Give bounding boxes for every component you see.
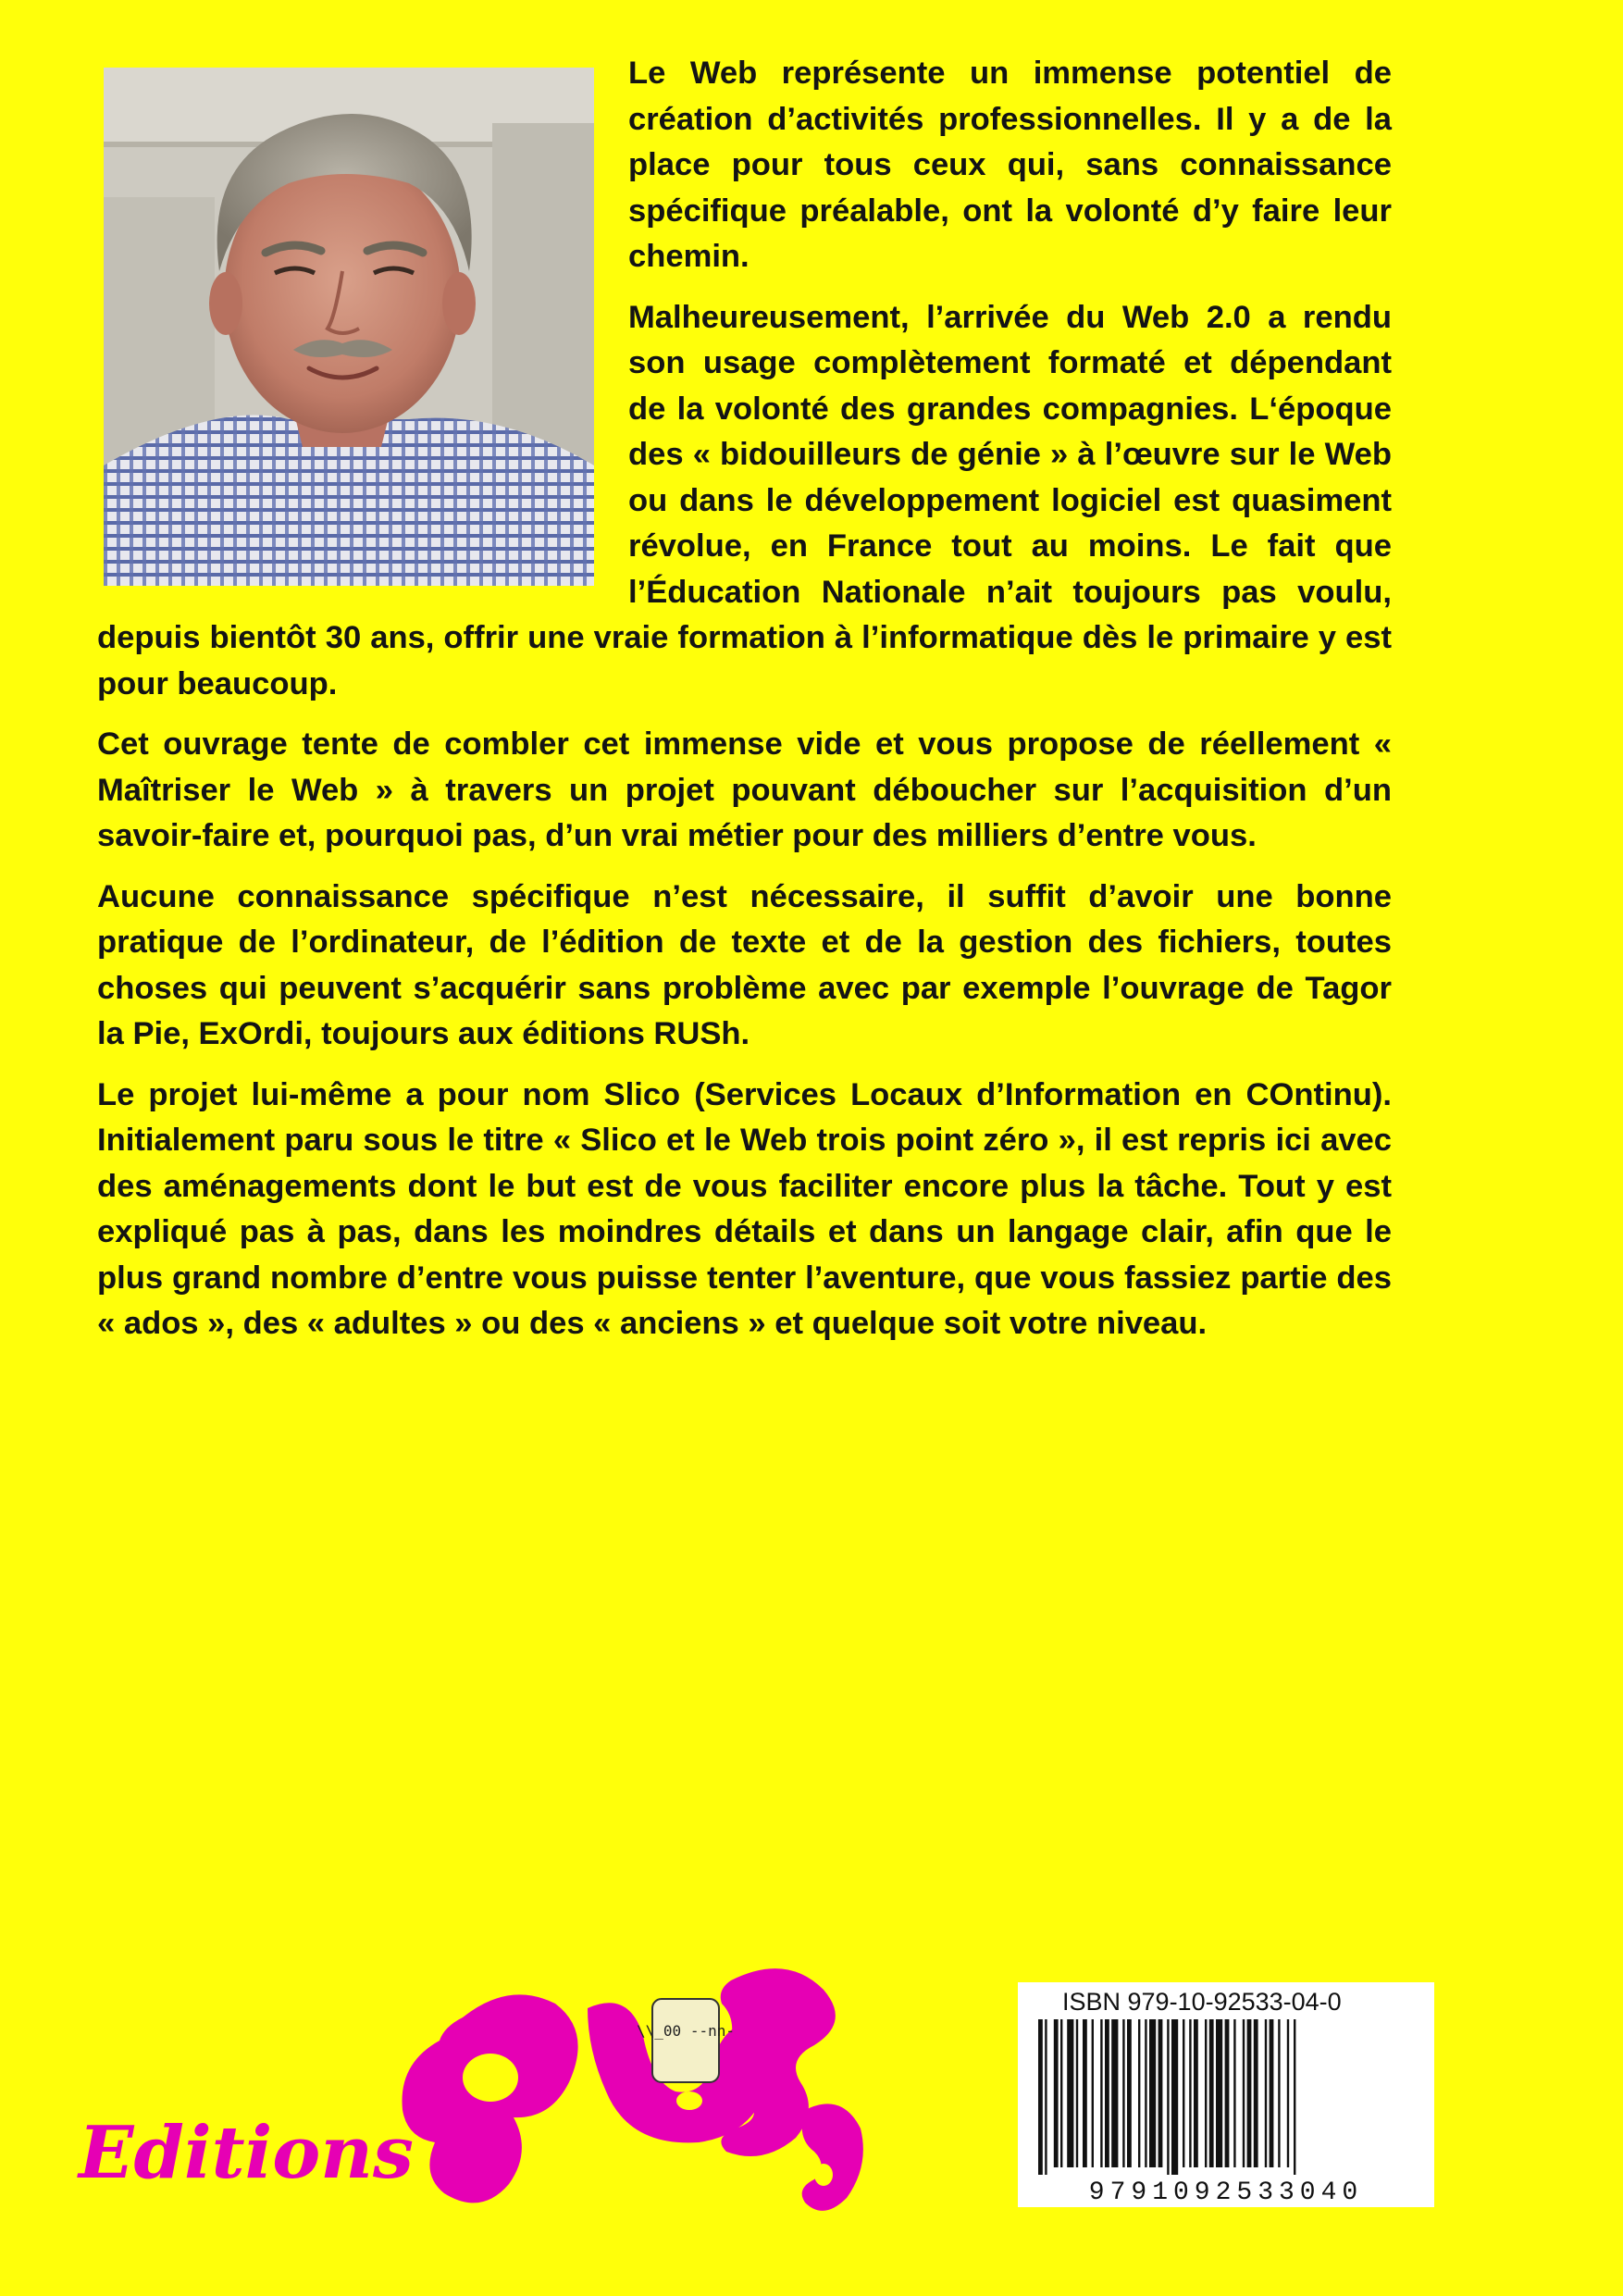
isbn-label: ISBN 979-10-92533-04-0: [1062, 1988, 1342, 2016]
paragraph: Aucune connaissance spécifique n’est nécessaire, il suffit d’avoir une bonne pratique de l’ordinateur, de l’édition de texte et de la gestion des fichiers, toutes choses qui peuvent s’acquérir sans problème avec par exemple l’ouvrage de Tagor la Pie, ExOrdi, toujours aux éditions RUSh.: [97, 878, 1392, 1051]
barcode-bar: [1149, 2019, 1156, 2167]
barcode-bar: [1205, 2019, 1207, 2167]
barcode-bar: [1060, 2019, 1062, 2167]
barcode-bar: [1247, 2019, 1252, 2167]
barcode-bar: [1270, 2019, 1274, 2167]
barcode-bar: [1216, 2019, 1222, 2167]
barcode-bar: [1225, 2019, 1230, 2167]
barcode-bar: [1209, 2019, 1214, 2167]
isbn-barcode: [1018, 1982, 1434, 2207]
publisher-label: Editions: [79, 2111, 414, 2195]
barcode-bar: [1092, 2019, 1094, 2167]
paragraph: Malheureusement, l’arrivée du Web 2.0 a rendu son usage complètement formaté et dépendant de la volonté des grandes compagnies. L‘époque des « bidouilleurs de génie » à l’œuvre sur le Web ou dans le développement logiciel est quasiment révolue, en France tout au moins. Le fait que l’Éducation Nationale n’ait toujours pas voulu, depuis bientôt 30 ans, offrir une vraie formation à l’informatique dès le primaire y est pour beaucoup.: [97, 299, 1392, 701]
publisher-logo: [74, 1953, 870, 2230]
barcode-bar: [1067, 2019, 1073, 2167]
barcode-bar: [1189, 2019, 1191, 2167]
barcode-bar: [1138, 2019, 1140, 2167]
barcode-bar: [1167, 2019, 1169, 2175]
barcode-bar: [1100, 2019, 1102, 2167]
barcode-bar: [1254, 2019, 1258, 2167]
photo-spacer: [97, 51, 628, 597]
barcode-bar: [1076, 2019, 1078, 2167]
barcode-bar: [1278, 2019, 1280, 2167]
barcode-bar: [1038, 2019, 1043, 2175]
barcode-bar: [1122, 2019, 1124, 2167]
barcode-bar: [1105, 2019, 1109, 2167]
barcode-bar: [1294, 2019, 1295, 2175]
barcode-bar: [1045, 2019, 1047, 2175]
barcode-bar: [1145, 2019, 1146, 2167]
barcode-bar: [1183, 2019, 1184, 2167]
barcode-bar: [1265, 2019, 1267, 2167]
barcode-bar: [1171, 2019, 1178, 2175]
mascot-marks: \\_00 --nn-: [637, 2022, 735, 2040]
barcode-bar: [1127, 2019, 1132, 2167]
paragraph: Cet ouvrage tente de combler cet immense vide et vous propose de réellement « Maîtriser le Web » à travers un projet pouvant déboucher sur l’acquisition d’un savoir-faire et, pourquoi pas, d’un vrai métier pour des milliers d’entre vous.: [97, 726, 1392, 853]
barcode-bar: [1287, 2019, 1289, 2167]
barcode-bar: [1233, 2019, 1235, 2167]
paragraph: Le projet lui-même a pour nom Slico (Services Locaux d’Information en COntinu). Initialement paru sous le titre « Slico et le Web trois point zéro », il est repris ici avec des aménagements dont le but est de vous faciliter encore plus la tâche. Tout y est expliqué pas à pas, dans les moindres détails et dans un langage clair, afin que le plus grand nombre d’entre vous puisse tenter l’aventure, que vous fassiez partie des « ados », des « adultes » ou des « anciens » et quelque soit votre niveau.: [97, 1076, 1392, 1341]
barcode-bar: [1158, 2019, 1163, 2167]
back-cover-text: [97, 51, 1392, 1362]
barcode-bar: [1111, 2019, 1118, 2167]
barcode-bar: [1194, 2019, 1198, 2167]
barcode-bar: [1054, 2019, 1059, 2167]
barcode-bar: [1083, 2019, 1087, 2167]
paragraph: Le Web représente un immense potentiel de création d’activités professionnelles. Il y a de la place pour tous ceux qui, sans connaissance spécifique préalable, ont la volonté d’y faire leur chemin.: [628, 56, 1392, 274]
rush-logo-icon: [74, 1953, 870, 2230]
barcode-bar: [1243, 2019, 1245, 2167]
barcode-icon: [1018, 1982, 1434, 2207]
barcode-digits: 9791092533040: [1088, 2178, 1364, 2207]
